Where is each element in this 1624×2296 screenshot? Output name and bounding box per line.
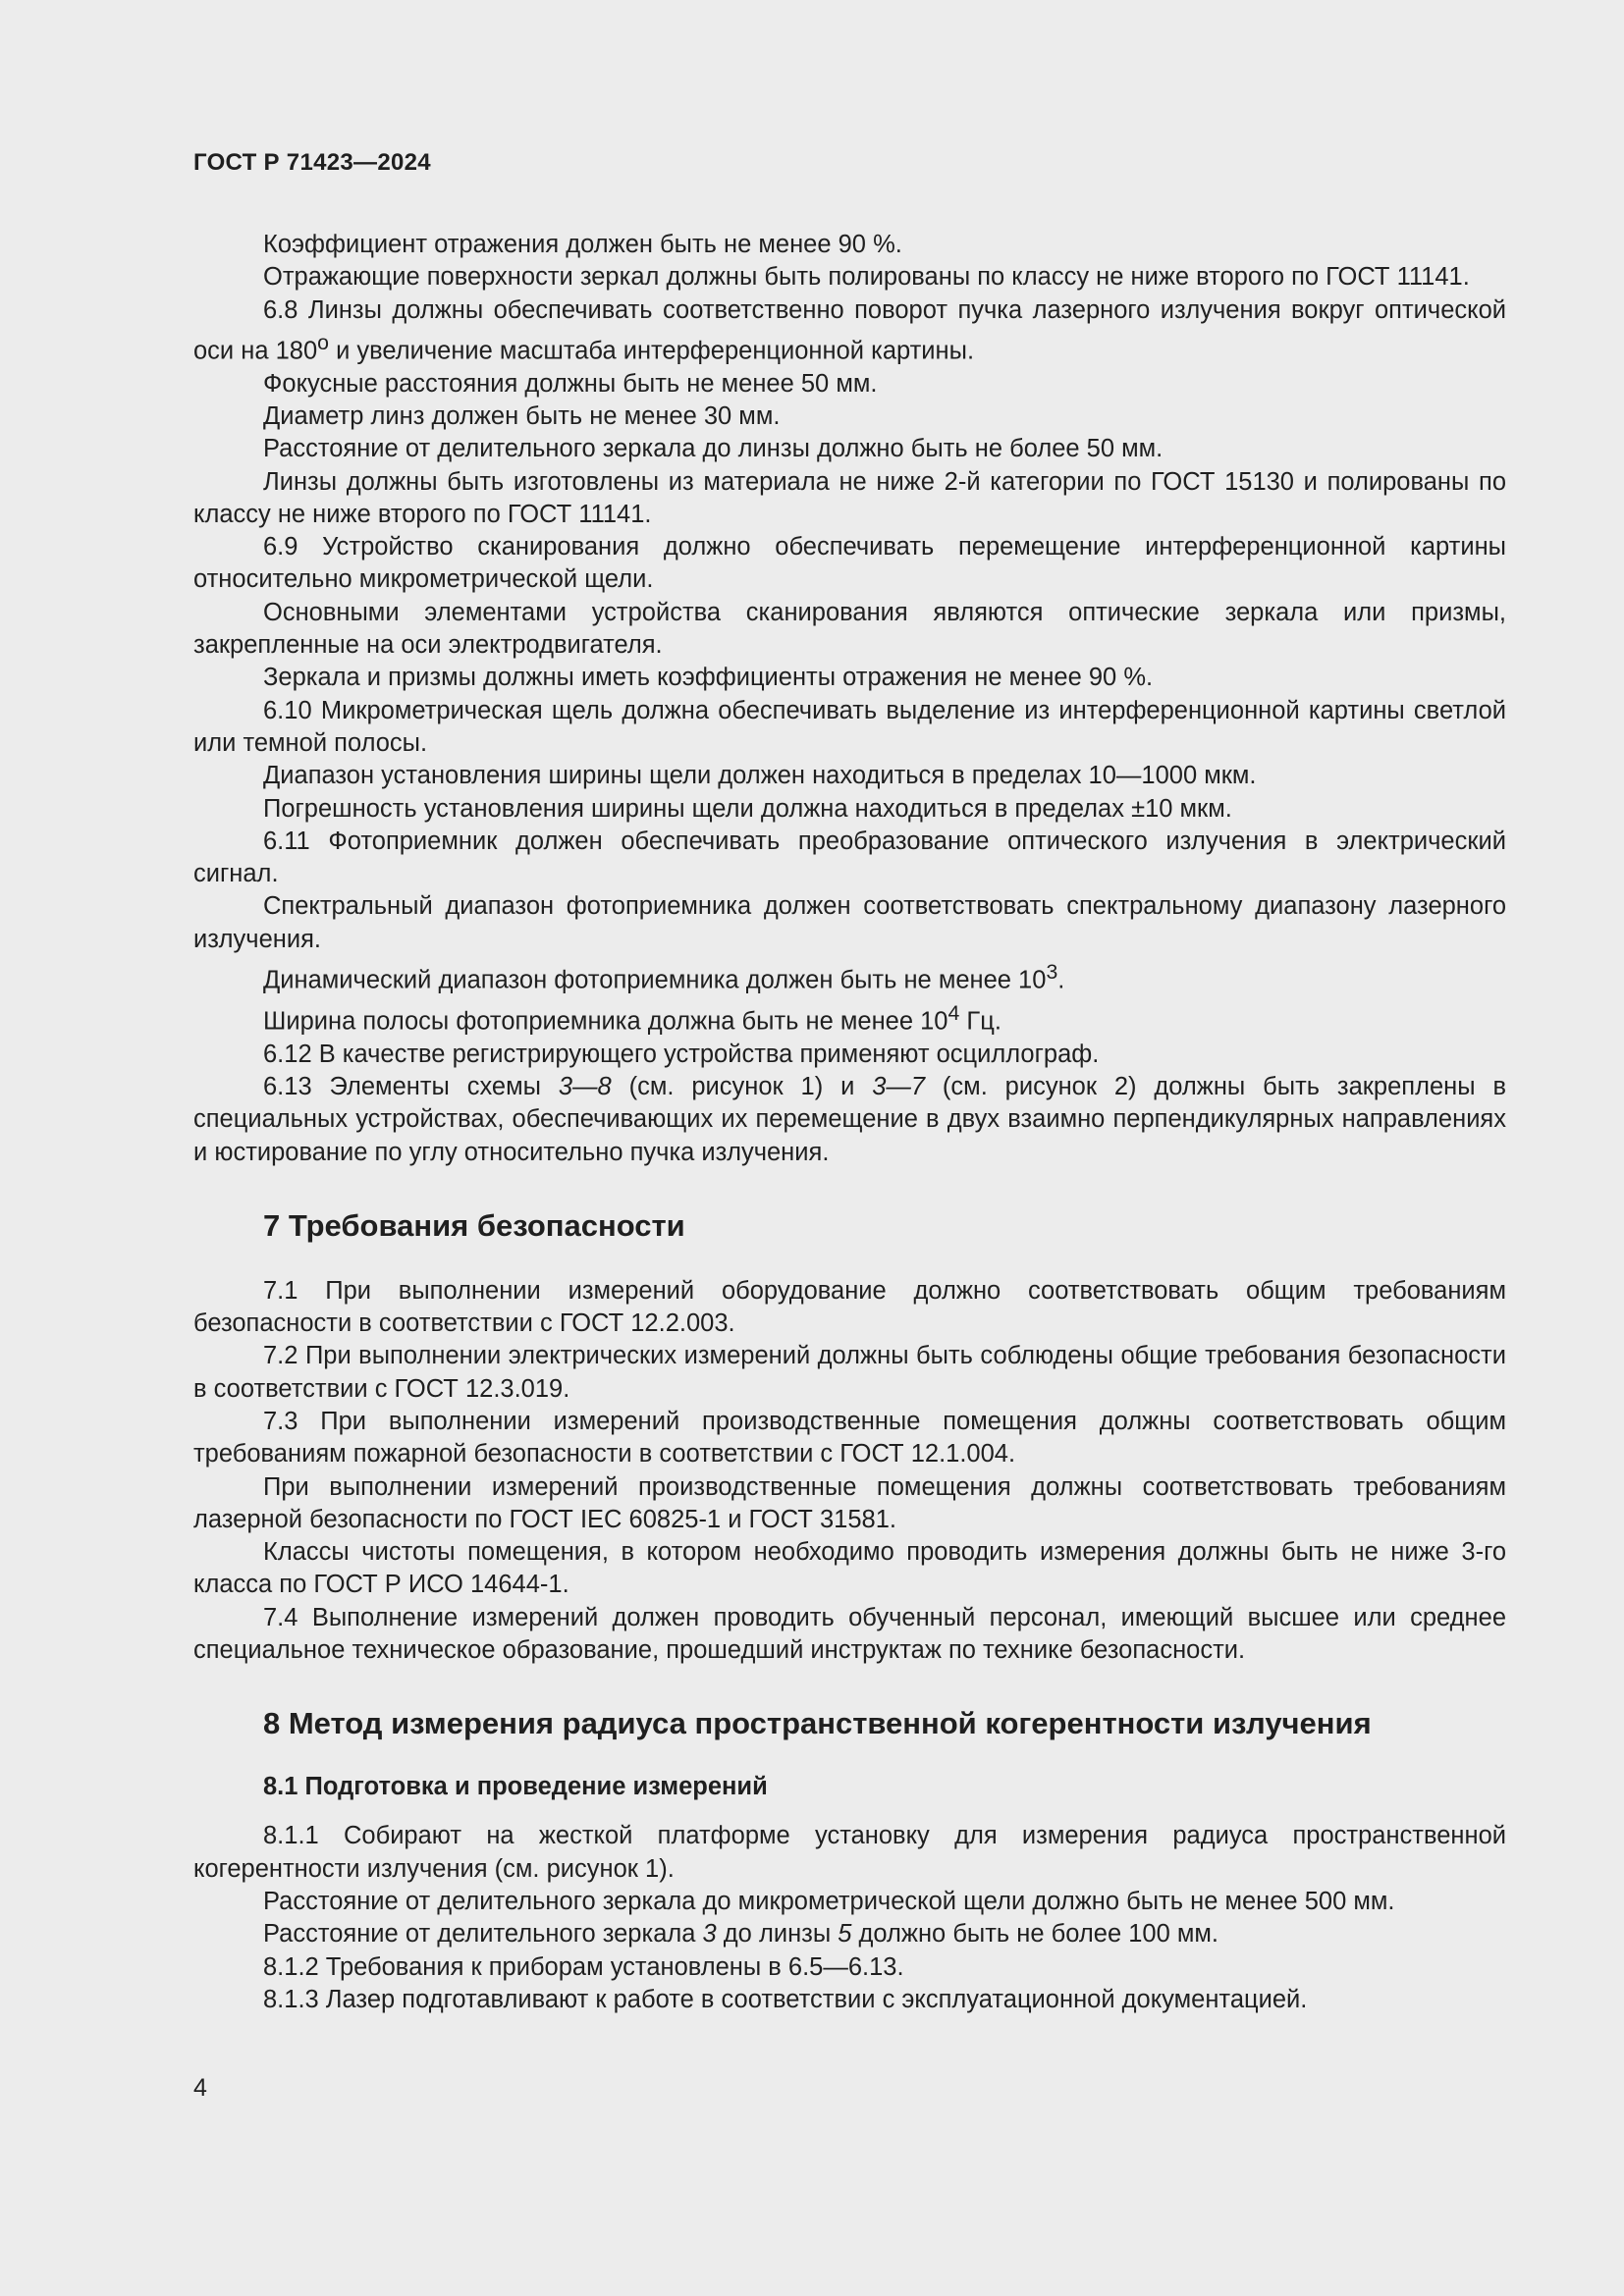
paragraph: 8.1.2 Требования к приборам установлены в 6.5—6.13. [263, 1952, 904, 1981]
paragraph: 7.3 При выполнении измерений производственные помещения должны соответствовать общим требованиям пожарной безопасности в соответствии с ГОСТ 12.1.004. [193, 1408, 1506, 1468]
paragraph: Линзы должны быть изготовлены из материала не ниже 2-й категории по ГОСТ 15130 и полированы по классу не ниже второго по ГОСТ 11141. [193, 467, 1506, 528]
paragraph: Погрешность установления ширины щели должна находиться в пределах ±10 мкм. [263, 794, 1232, 823]
paragraph: Спектральный диапазон фотоприемника должен соответствовать спектральному диапазону лазерного излучения. [193, 892, 1506, 953]
paragraph: 7.4 Выполнение измерений должен проводить обученный персонал, имеющий высшее или среднее специальное техническое образование, прошедший инструктаж по технике безопасности. [193, 1603, 1506, 1665]
superscript: 3 [1046, 960, 1058, 985]
paragraph: Фокусные расстояния должны быть не менее 50 мм. [263, 369, 878, 398]
section-8-heading: 8 Метод измерения радиуса пространственной когерентности излучения [263, 1706, 1372, 1741]
paragraph: 6.13 Элементы схемы 3—8 (см. рисунок 1) и 3—7 (см. рисунок 2) должны быть закреплены в специальных устройствах, обеспечивающих их перемещение в двух взаимно перпендикулярных направлениях и юстирование по углу относительно пучка излучения. [193, 1072, 1506, 1166]
paragraph: 8.1.3 Лазер подготавливают к работе в соответствии с эксплуатационной документацией. [263, 1985, 1308, 2013]
subsection-8-1-heading: 8.1 Подготовка и проведение измерений [263, 1773, 768, 1801]
paragraph: Расстояние от делительного зеркала 3 до линзы 5 должно быть не более 100 мм. [263, 1920, 1218, 1949]
paragraph: Зеркала и призмы должны иметь коэффициенты отражения не менее 90 %. [263, 664, 1154, 692]
paragraph: 6.11 Фотоприемник должен обеспечивать преобразование оптического излучения в электрический сигнал. [193, 827, 1506, 888]
paragraph: Расстояние от делительного зеркала до микрометрической щели должно быть не менее 500 мм. [263, 1887, 1395, 1915]
superscript: 4 [947, 1000, 960, 1025]
paragraph: 7.1 При выполнении измерений оборудование должно соответствовать общим требованиям безопасности в соответствии с ГОСТ 12.2.003. [193, 1276, 1506, 1338]
paragraph: 8.1.1 Собирают на жесткой платформе установку для измерения радиуса пространственной когерентности излучения (см. рисунок 1). [193, 1822, 1506, 1883]
document-header: ГОСТ Р 71423—2024 [193, 149, 431, 176]
paragraph: При выполнении измерений производственные помещения должны соответствовать требованиям лазерной безопасности по ГОСТ IEC 60825-1 и ГОСТ 31581. [193, 1472, 1506, 1533]
paragraph: Диаметр линз должен быть не менее 30 мм. [263, 401, 781, 430]
paragraph: Диапазон установления ширины щели должен находиться в пределах 10—1000 мкм. [263, 762, 1257, 790]
paragraph: 6.12 В качестве регистрирующего устройства применяют осциллограф. [263, 1040, 1100, 1068]
superscript: о [317, 330, 329, 354]
document-body [193, 229, 1506, 2016]
paragraph: Отражающие поверхности зеркал должны быть полированы по классу не ниже второго по ГОСТ 11141. [263, 263, 1470, 292]
paragraph: Расстояние от делительного зеркала до линзы должно быть не более 50 мм. [263, 435, 1164, 463]
paragraph: 6.9 Устройство сканирования должно обеспечивать перемещение интерференционной картины относительно микрометрической щели. [193, 533, 1506, 594]
paragraph: Ширина полосы фотоприемника должна быть не менее $10^4$ Гц. [263, 1000, 1001, 1036]
paragraph: Основными элементами устройства сканирования являются оптические зеркала или призмы, закрепленные на оси электродвигателя. [193, 598, 1506, 660]
paragraph: Динамический диапазон фотоприемника должен быть не менее $10^3$. [263, 960, 1065, 994]
page-number: 4 [193, 2074, 207, 2102]
paragraph: Коэффициент отражения должен быть не менее 90 %. [263, 231, 902, 258]
paragraph: 6.8 Линзы должны обеспечивать соответственно поворот пучка лазерного излучения вокруг оптической оси на $180^о$ и увеличение масштаба интерференционной картины. [193, 295, 1506, 365]
paragraph: 7.2 При выполнении электрических измерений должны быть соблюдены общие требования безопасности в соответствии с ГОСТ 12.3.019. [193, 1342, 1506, 1403]
section-7-heading: 7 Требования безопасности [263, 1207, 685, 1243]
paragraph: Классы чистоты помещения, в котором необходимо проводить измерения должны быть не ниже 3-го класса по ГОСТ Р ИСО 14644-1. [193, 1538, 1506, 1599]
paragraph: 6.10 Микрометрическая щель должна обеспечивать выделение из интерференционной картины светлой или темной полосы. [193, 696, 1506, 757]
